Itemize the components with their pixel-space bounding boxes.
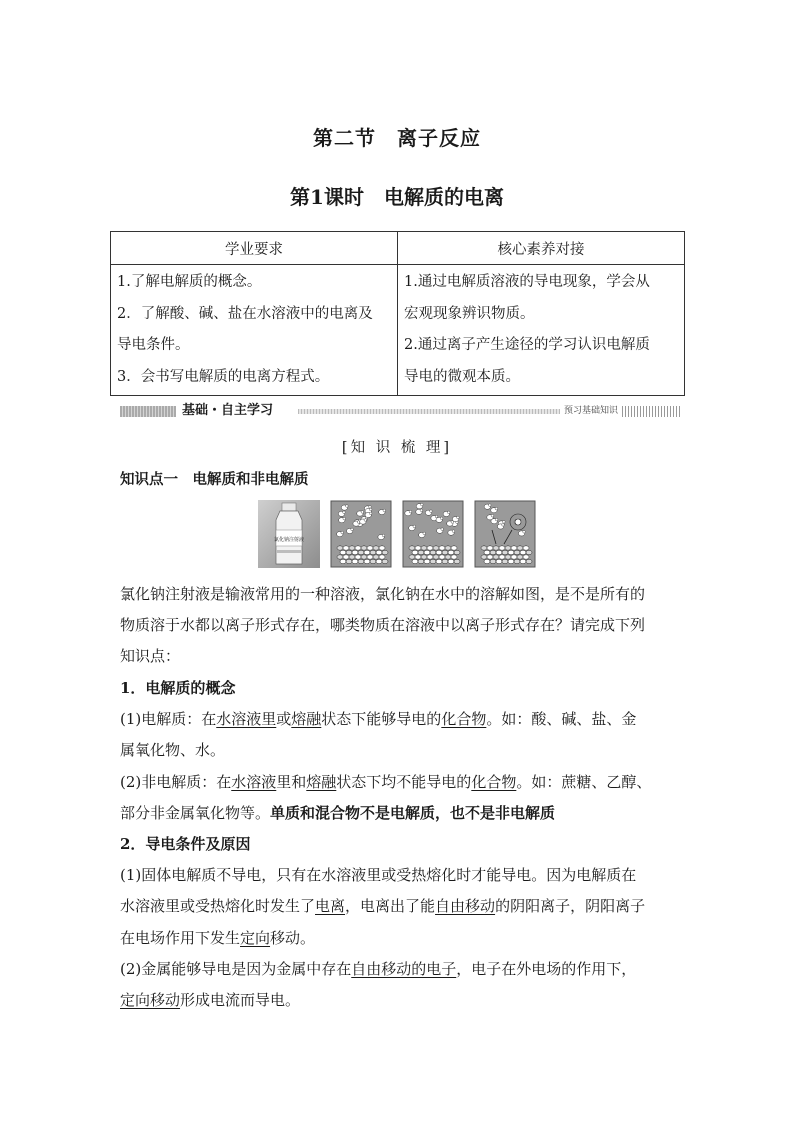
crystal-ion bbox=[430, 559, 436, 563]
crystal-ion bbox=[523, 546, 529, 550]
crystal-ion bbox=[484, 559, 490, 563]
text-span: 里和 bbox=[276, 772, 307, 791]
crystal-ion bbox=[379, 546, 385, 550]
crystal-ion bbox=[487, 546, 493, 550]
crystal-ion bbox=[484, 550, 490, 554]
blank-answer: 自由移动的电子 bbox=[351, 959, 457, 978]
crystal-ion bbox=[337, 546, 343, 550]
conduct-line bbox=[120, 954, 680, 985]
crystal-ion bbox=[361, 546, 367, 550]
crystal-ion bbox=[442, 559, 448, 563]
crystal-ion bbox=[421, 546, 427, 550]
blank-answer: 化合物 bbox=[471, 772, 517, 791]
text-span: (2)金属能够导电是因为金属中存在 bbox=[120, 959, 352, 978]
water-molecule-atom bbox=[341, 531, 344, 534]
literacy-line: 1.通过电解质溶液的导电现象，学会从 bbox=[404, 274, 650, 290]
crystal-ion bbox=[343, 546, 349, 550]
crystal-ion bbox=[433, 546, 439, 550]
bottle-label: 氯化钠注射液 bbox=[273, 537, 305, 543]
crystal-ion bbox=[343, 555, 349, 559]
blank-answer: 自由移动 bbox=[435, 897, 496, 916]
water-molecule-atom bbox=[413, 525, 416, 528]
electrolyte-definition bbox=[120, 704, 680, 735]
text-span: 状态下均不能导电的 bbox=[336, 772, 472, 791]
crystal-ion bbox=[337, 555, 343, 559]
water-molecule-atom bbox=[451, 521, 454, 524]
water-molecule-atom bbox=[452, 530, 455, 533]
crystal-ion bbox=[448, 550, 454, 554]
crystal-ion bbox=[499, 555, 505, 559]
crystal-ion bbox=[373, 546, 379, 550]
blank-answer: 化合物 bbox=[441, 710, 487, 729]
band-decoration-right bbox=[622, 406, 680, 417]
blank-answer: 水溶液里 bbox=[216, 710, 277, 729]
crystal-ion bbox=[487, 555, 493, 559]
crystal-ion bbox=[481, 546, 487, 550]
intro-paragraph bbox=[120, 579, 680, 673]
conduct-line: (1)固体电解质不导电，只有在水溶液里或受热熔化时才能导电。因为电解质在 bbox=[120, 866, 637, 885]
water-molecule-atom bbox=[495, 507, 498, 510]
blank-answer: 熔融 bbox=[291, 710, 322, 729]
water-molecule-atom bbox=[409, 510, 412, 513]
crystal-ion bbox=[430, 550, 436, 554]
crystal-ion bbox=[454, 559, 460, 563]
water-molecule-atom bbox=[369, 508, 372, 511]
dissolution-diagram-1 bbox=[330, 500, 392, 568]
water-molecule-atom bbox=[351, 528, 354, 531]
water-molecule-atom bbox=[523, 531, 526, 534]
nonelectrolyte-definition bbox=[120, 767, 680, 798]
text-span: 形成电流而导电。 bbox=[180, 991, 301, 1010]
crystal-ion bbox=[355, 555, 361, 559]
crystal-ion bbox=[364, 559, 370, 563]
text-span: 。如：蔗糖、乙醇、 bbox=[516, 772, 652, 791]
table-header-core-literacy: 核心素养对接 bbox=[398, 232, 685, 265]
crystal-ion bbox=[370, 550, 376, 554]
intro-line: 知识点： bbox=[120, 647, 181, 666]
lesson-title: 第1课时 电解质的电离 bbox=[290, 185, 504, 209]
water-molecule-atom bbox=[369, 506, 372, 509]
text-span: 或 bbox=[276, 710, 292, 729]
text-span: 在电场作用下发生 bbox=[120, 928, 241, 947]
band-decoration-left bbox=[120, 406, 176, 417]
water-molecule-atom bbox=[361, 511, 364, 514]
crystal-ion bbox=[508, 559, 514, 563]
dissolution-diagram-3 bbox=[474, 500, 536, 568]
crystal-ion bbox=[358, 559, 364, 563]
crystal-ion bbox=[490, 550, 496, 554]
electrolyte-definition-cont: 属氧化物、水。 bbox=[120, 741, 226, 760]
crystal-ion bbox=[364, 550, 370, 554]
learning-requirements-cell bbox=[111, 265, 398, 396]
concept-heading: 1．电解质的概念 bbox=[120, 679, 236, 697]
water-molecule-atom bbox=[495, 518, 498, 521]
water-molecule-atom bbox=[364, 519, 367, 522]
text-span: (1)电解质：在 bbox=[120, 710, 217, 729]
conduct-line bbox=[120, 985, 680, 1016]
crystal-ion bbox=[526, 550, 532, 554]
dissolution-figures bbox=[258, 500, 538, 570]
concept-section bbox=[120, 673, 680, 829]
crystal-ion bbox=[505, 555, 511, 559]
water-molecule-atom bbox=[503, 521, 506, 524]
text-span: ，电离出了能 bbox=[345, 897, 436, 916]
water-molecule-atom bbox=[491, 514, 494, 517]
crystal-ion bbox=[436, 550, 442, 554]
blank-answer: 电离 bbox=[315, 897, 346, 916]
crystal-ion bbox=[373, 555, 379, 559]
text-span: 的阴阳离子，阴阳离子 bbox=[495, 897, 646, 916]
section-band bbox=[120, 400, 680, 422]
water-molecule-atom bbox=[383, 509, 386, 512]
crystal-ion bbox=[382, 559, 388, 563]
saline-bottle-photo bbox=[258, 500, 320, 568]
nonelectrolyte-definition-cont bbox=[120, 798, 680, 829]
crystal-ion bbox=[352, 559, 358, 563]
water-molecule-atom bbox=[346, 505, 349, 508]
crystal-ion bbox=[367, 555, 373, 559]
requirement-line: 1.了解电解质的概念。 bbox=[117, 274, 262, 290]
water-molecule-atom bbox=[440, 517, 443, 520]
crystal-ion bbox=[349, 555, 355, 559]
band-title: 基础・自主学习 bbox=[182, 403, 274, 418]
intro-line: 物质溶于水都以离子形式存在，哪类物质在溶液中以离子形式存在？请完成下列 bbox=[120, 616, 646, 635]
crystal-ion bbox=[346, 559, 352, 563]
crystal-ion bbox=[415, 555, 421, 559]
crystal-ion bbox=[379, 555, 385, 559]
crystal-ion bbox=[346, 550, 352, 554]
literacy-line: 宏观现象辨识物质。 bbox=[404, 305, 535, 322]
crystal-ion bbox=[454, 550, 460, 554]
table-header-learning-requirements: 学业要求 bbox=[111, 232, 398, 265]
water-molecule-atom bbox=[369, 512, 372, 515]
requirement-line: 3．会书写电解质的电离方程式。 bbox=[117, 368, 330, 385]
crystal-ion bbox=[502, 559, 508, 563]
crystal-ion bbox=[361, 555, 367, 559]
band-right-label: 预习基础知识 bbox=[564, 406, 619, 416]
crystal-ion bbox=[451, 555, 457, 559]
crystal-ion bbox=[376, 559, 382, 563]
intro-line: 氯化钠注射液是输液常用的一种溶液，氯化钠在水中的溶解如图，是不是所有的 bbox=[120, 585, 646, 603]
water-molecule-atom bbox=[343, 511, 346, 514]
crystal-ion bbox=[433, 555, 439, 559]
crystal-ion bbox=[412, 550, 418, 554]
section-title: 第二节 离子反应 bbox=[313, 126, 481, 150]
crystal-ion bbox=[421, 555, 427, 559]
crystal-ion bbox=[508, 550, 514, 554]
crystal-ion bbox=[409, 555, 415, 559]
crystal-ion bbox=[427, 555, 433, 559]
crystal-ion bbox=[358, 550, 364, 554]
crystal-ion bbox=[481, 555, 487, 559]
crystal-ion bbox=[427, 546, 433, 550]
water-molecule-atom bbox=[457, 516, 460, 519]
crystal-ion bbox=[496, 559, 502, 563]
crystal-ion bbox=[523, 555, 529, 559]
water-molecule-atom bbox=[421, 503, 424, 506]
water-molecule-atom bbox=[441, 528, 444, 531]
water-molecule-atom bbox=[420, 509, 423, 512]
knowledge-sub-heading: [知 识 梳 理] bbox=[341, 440, 453, 456]
text-span: 部分非金属氧化物等。 bbox=[120, 803, 271, 822]
water-molecule-atom bbox=[430, 510, 433, 513]
text-span: (2)非电解质：在 bbox=[120, 772, 232, 791]
crystal-ion bbox=[451, 546, 457, 550]
text-span: 移动。 bbox=[270, 928, 316, 947]
hydrated-ion-core bbox=[515, 519, 521, 525]
requirement-line: 导电条件。 bbox=[117, 337, 190, 353]
literacy-line: 2.通过离子产生途径的学习认识电解质 bbox=[404, 337, 650, 353]
crystal-ion bbox=[502, 550, 508, 554]
blank-answer: 水溶液 bbox=[231, 772, 277, 791]
literacy-line: 导电的微观本质。 bbox=[404, 368, 520, 385]
crystal-ion bbox=[520, 559, 526, 563]
crystal-ion bbox=[514, 559, 520, 563]
crystal-ion bbox=[520, 550, 526, 554]
crystal-ion bbox=[412, 559, 418, 563]
crystal-ion bbox=[517, 555, 523, 559]
crystal-ion bbox=[493, 555, 499, 559]
crystal-ion bbox=[490, 559, 496, 563]
crystal-ion bbox=[376, 550, 382, 554]
water-molecule-atom bbox=[382, 534, 385, 537]
blank-answer: 定向 bbox=[240, 928, 271, 947]
text-span: 。如：酸、碱、盐、金 bbox=[486, 710, 637, 729]
crystal-ion bbox=[514, 550, 520, 554]
water-molecule-atom bbox=[343, 517, 346, 520]
conduct-heading: 2．导电条件及原因 bbox=[120, 835, 251, 853]
dissolution-diagram-2 bbox=[402, 500, 464, 568]
crystal-ion bbox=[424, 550, 430, 554]
text-span: 水溶液里或受热熔化时发生了 bbox=[120, 897, 316, 916]
crystal-ion bbox=[382, 550, 388, 554]
water-molecule-atom bbox=[357, 521, 360, 524]
crystal-ion bbox=[439, 546, 445, 550]
crystal-ion bbox=[448, 559, 454, 563]
crystal-ion bbox=[349, 546, 355, 550]
crystal-ion bbox=[415, 546, 421, 550]
crystal-ion bbox=[367, 546, 373, 550]
text-span: 状态下能够导电的 bbox=[321, 710, 442, 729]
water-molecule-atom bbox=[423, 532, 426, 535]
crystal-ion bbox=[340, 559, 346, 563]
conduct-line bbox=[120, 923, 680, 954]
crystal-ion bbox=[340, 550, 346, 554]
crystal-ion bbox=[526, 559, 532, 563]
emphasis-note: 单质和混合物不是电解质，也不是非电解质 bbox=[270, 803, 556, 822]
crystal-ion bbox=[505, 546, 511, 550]
crystal-ion bbox=[493, 546, 499, 550]
conduct-section bbox=[120, 829, 680, 1016]
water-molecule-atom bbox=[488, 504, 491, 507]
crystal-ion bbox=[418, 559, 424, 563]
crystal-ion bbox=[370, 559, 376, 563]
conduct-line bbox=[120, 891, 680, 922]
water-molecule-atom bbox=[502, 524, 505, 527]
crystal-ion bbox=[511, 555, 517, 559]
requirement-line: 2．了解酸、碱、盐在水溶液中的电离及 bbox=[117, 305, 373, 322]
crystal-ion bbox=[436, 559, 442, 563]
blank-answer: 熔融 bbox=[306, 772, 337, 791]
text-span: ，电子在外电场的作用下， bbox=[456, 959, 637, 978]
crystal-ion bbox=[511, 546, 517, 550]
crystal-ion bbox=[445, 546, 451, 550]
water-molecule-atom bbox=[447, 511, 450, 514]
crystal-ion bbox=[409, 546, 415, 550]
crystal-ion bbox=[439, 555, 445, 559]
band-decoration-middle bbox=[298, 409, 560, 414]
crystal-ion bbox=[442, 550, 448, 554]
requirements-table bbox=[110, 231, 685, 396]
crystal-ion bbox=[418, 550, 424, 554]
crystal-ion bbox=[517, 546, 523, 550]
blank-answer: 定向移动 bbox=[120, 991, 181, 1010]
crystal-ion bbox=[424, 559, 430, 563]
crystal-ion bbox=[496, 550, 502, 554]
crystal-ion bbox=[445, 555, 451, 559]
knowledge-point-heading: 知识点一 电解质和非电解质 bbox=[120, 471, 309, 488]
crystal-ion bbox=[352, 550, 358, 554]
crystal-ion bbox=[355, 546, 361, 550]
crystal-ion bbox=[499, 546, 505, 550]
core-literacy-cell bbox=[398, 265, 685, 396]
